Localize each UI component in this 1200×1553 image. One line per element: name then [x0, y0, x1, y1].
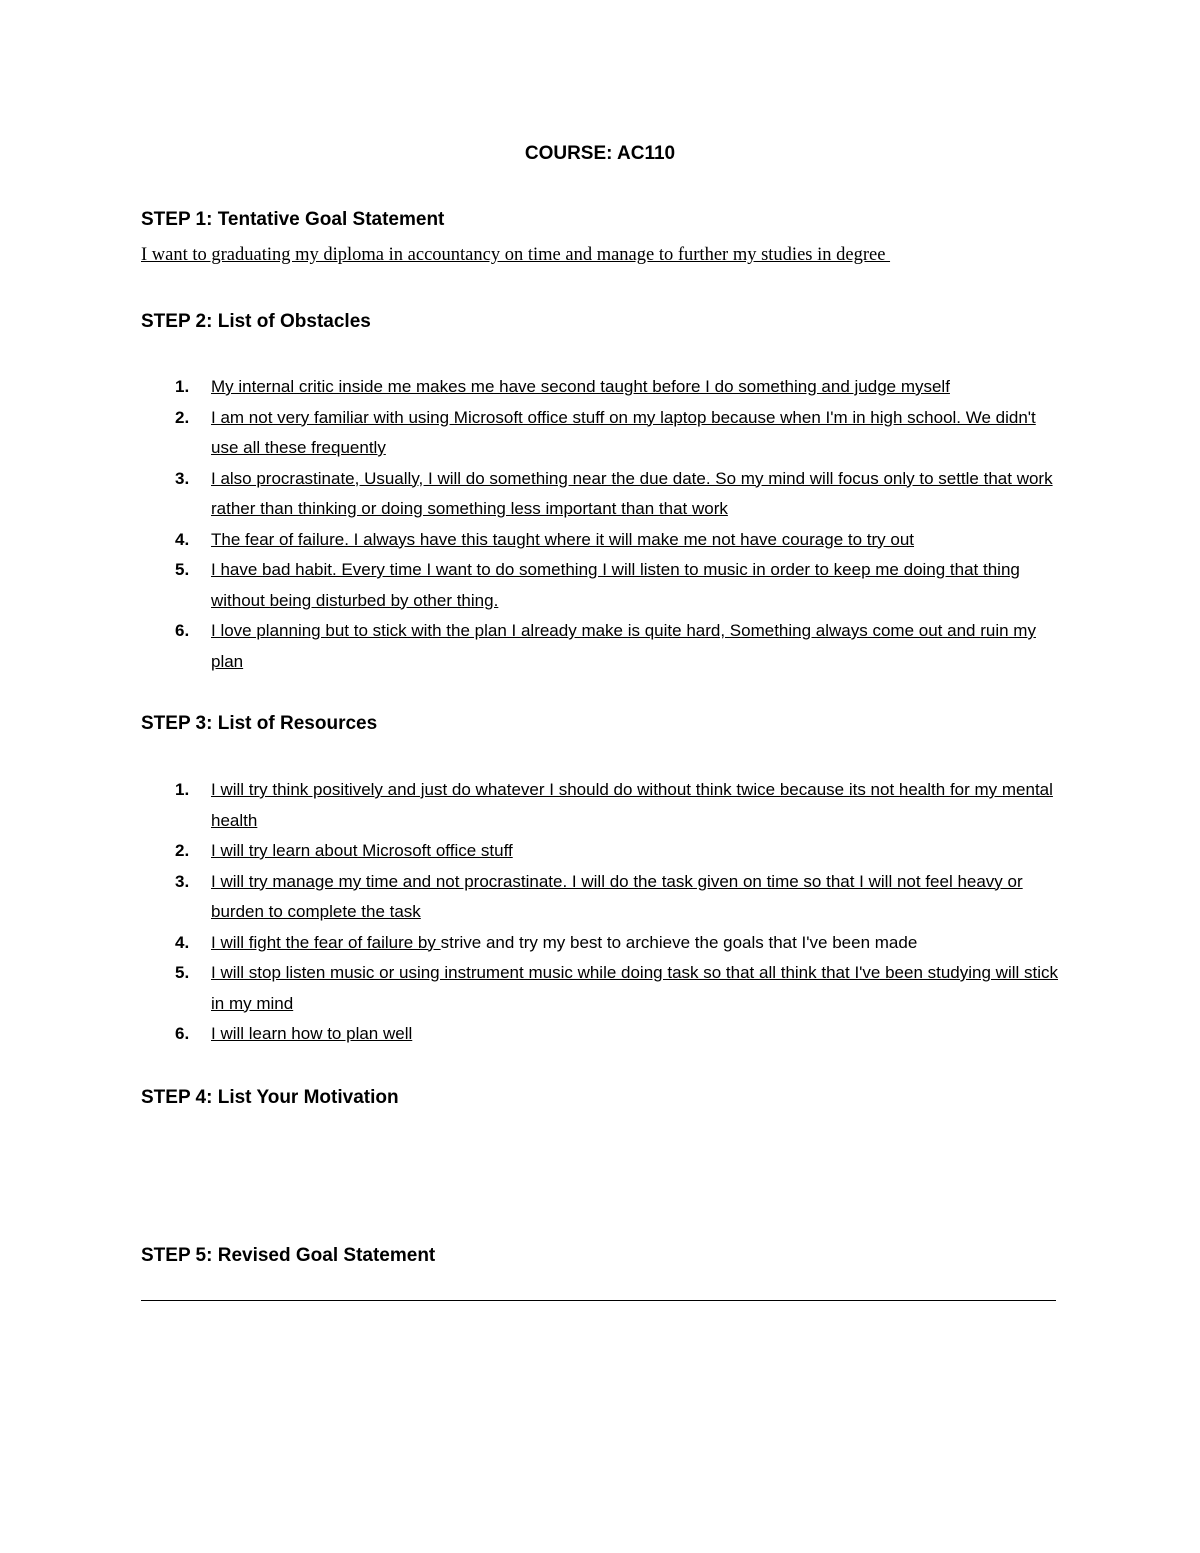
list-text-underlined: I will try manage my time and not procrastinate. I will do the task given on time so that I will not feel heavy or burden to complete the task — [211, 871, 1023, 921]
list-item — [141, 958, 1061, 1019]
revised-goal-blank-line — [141, 1300, 1056, 1301]
list-item — [141, 372, 1061, 403]
list-number: 5. — [175, 963, 190, 982]
list-text-underlined: I will try learn about Microsoft office stuff — [211, 841, 513, 860]
step5-heading: STEP 5: Revised Goal Statement — [141, 1245, 436, 1266]
list-item — [141, 1019, 1061, 1050]
list-item — [141, 928, 1061, 959]
list-text-underlined: I will try think positively and just do whatever I should do without think twice because its not health for my mental health — [211, 780, 1053, 830]
list-number: 1. — [175, 780, 190, 799]
step1-heading: STEP 1: Tentative Goal Statement — [141, 209, 445, 230]
list-text-underlined: I also procrastinate, Usually, I will do something near the due date. So my mind will focus only to settle that work rather than thinking or doing something less important than that work — [211, 468, 1053, 518]
resources-list — [141, 775, 1061, 1050]
list-item — [141, 464, 1061, 525]
obstacles-list — [141, 372, 1061, 677]
list-item — [141, 555, 1061, 616]
step4-heading: STEP 4: List Your Motivation — [141, 1087, 399, 1108]
list-item — [141, 775, 1061, 836]
list-number: 4. — [175, 932, 190, 952]
list-text-underlined: I will stop listen music or using instrument music while doing task so that all think that I've been studying will stick in my mind — [211, 963, 1059, 1013]
course-title: COURSE: AC110 — [524, 143, 676, 164]
list-text-plain: strive and try my best to archieve the goals that I've been made — [440, 932, 918, 952]
list-number: 2. — [175, 841, 190, 860]
step2-heading: STEP 2: List of Obstacles — [141, 311, 371, 332]
list-item — [141, 403, 1061, 464]
list-text-underlined: My internal critic inside me makes me have second taught before I do something and judge myself — [211, 377, 950, 396]
list-text-underlined: I love planning but to stick with the plan I already make is quite hard, Something always come out and ruin my plan — [211, 621, 1036, 671]
tentative-goal-statement: I want to graduating my diploma in accountancy on time and manage to further my studies in degree — [141, 245, 891, 265]
list-item — [141, 525, 1061, 556]
list-text-underlined: I will learn how to plan well — [211, 1024, 413, 1043]
list-item — [141, 836, 1061, 867]
list-item — [141, 616, 1061, 677]
list-text-underlined: I have bad habit. Every time I want to do something I will listen to music in order to keep me doing that thing without being disturbed by other thing. — [211, 560, 1020, 610]
list-number: 1. — [175, 377, 190, 396]
list-number: 4. — [175, 529, 190, 549]
list-text-underlined: I am not very familiar with using Microsoft office stuff on my laptop because when I'm in high school. We didn't use all these frequently — [211, 407, 1036, 457]
list-item — [141, 867, 1061, 928]
list-number: 6. — [175, 1024, 190, 1043]
list-number: 3. — [175, 871, 190, 891]
list-number: 5. — [175, 560, 190, 579]
list-number: 3. — [175, 468, 190, 488]
list-text-underlined: I will fight the fear of failure by — [211, 932, 441, 952]
list-text-underlined: The fear of failure. I always have this taught where it will make me not have courage to try out — [211, 529, 915, 549]
step3-heading: STEP 3: List of Resources — [141, 713, 378, 734]
list-number: 6. — [175, 621, 190, 640]
list-number: 2. — [175, 407, 190, 427]
